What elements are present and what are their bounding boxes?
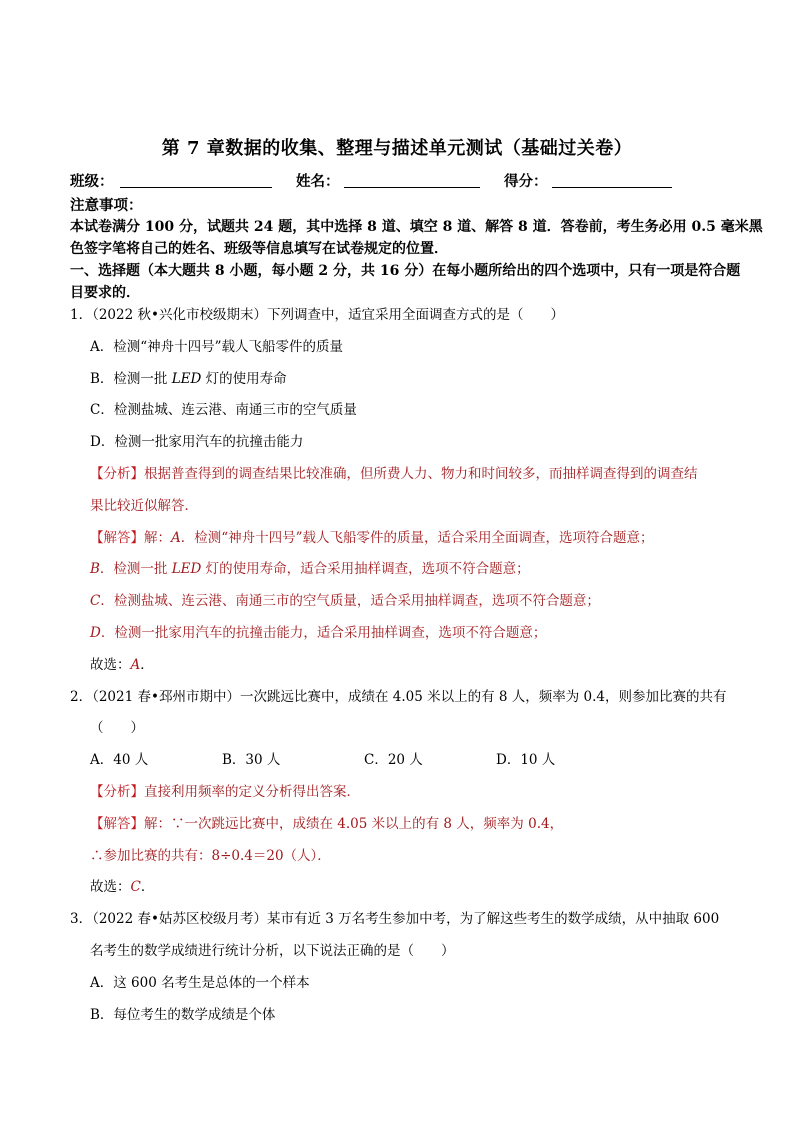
q2-analysis-tag: 【分析】 xyxy=(90,784,144,800)
q1-answer-3a: C xyxy=(90,593,101,609)
notice-line-1: 本试卷满分 100 分，试题共 24 题，其中选择 8 道、填空 8 道、解答 8 道．答卷前，考生务必用 0.5 毫米黑 xyxy=(70,219,763,235)
q1-option-b-led: LED xyxy=(171,371,202,387)
q2-option-b: B．30 人 xyxy=(222,752,281,768)
q2-answer-1b: ∵一次跳远比赛中，成绩在 4.05 米以上的有 8 人，频率为 0.4， xyxy=(171,816,564,832)
q3-stem-line-2: 名考生的数学成绩进行统计分析，以下说法正确的是（ ） xyxy=(90,943,455,959)
q1-analysis-text-1: 根据普查得到的调查结果比较准确，但所费人力、物力和时间较多，而抽样调查得到的调查结 xyxy=(144,466,698,482)
q2-final-choice xyxy=(90,875,154,895)
q1-answer-1a: 解： xyxy=(144,530,171,546)
class-blank[interactable] xyxy=(120,187,272,188)
q1-option-d: D．检测一批家用汽车的抗撞击能力 xyxy=(90,434,304,450)
q2-answer-tag: 【解答】 xyxy=(90,816,144,832)
q1-answer-tag: 【解答】 xyxy=(90,530,144,546)
q1-choice-letter: A xyxy=(130,657,141,673)
q1-answer-line-1 xyxy=(90,526,654,546)
notice-heading: 注意事项： xyxy=(70,197,143,214)
q2-answer-line-2: ∴参加比赛的共有：8÷0.4＝20（人）． xyxy=(90,848,331,864)
q1-final-choice xyxy=(90,653,154,673)
q1-answer-3b: ．检测盐城、连云港、南通三市的空气质量，适合采用抽样调查，选项不符合题意； xyxy=(100,593,600,609)
score-label: 得分： xyxy=(504,173,548,190)
section-heading-line-1: 一、选择题（本大题共 8 小题，每小题 2 分，共 16 分）在每小题所给出的四个选项中，只有一项是符合题 xyxy=(70,263,741,279)
q2-option-a: A．40 人 xyxy=(90,752,149,768)
notice-line-2: 色签字笔将自己的姓名、班级等信息填写在试卷规定的位置． xyxy=(70,241,448,257)
score-blank[interactable] xyxy=(552,187,672,188)
q1-analysis-line-2: 果比较近似解答． xyxy=(90,498,198,514)
q1-stem: 1．（2022 秋•兴化市校级期末）下列调查中，适宜采用全面调查方式的是（ ） xyxy=(70,307,564,323)
q1-answer-2a: B xyxy=(90,561,100,577)
q2-choice-label: 故选： xyxy=(90,879,131,895)
q1-answer-4b: ．检测一批家用汽车的抗撞击能力，适合采用抽样调查，选项不符合题意； xyxy=(100,625,547,641)
name-blank[interactable] xyxy=(344,187,480,188)
q1-answer-1b: A xyxy=(171,530,181,546)
q1-choice-end: ． xyxy=(140,657,154,673)
q2-analysis-line xyxy=(90,780,360,800)
q2-option-c: C．20 人 xyxy=(364,752,423,768)
q3-option-b: B．每位考生的数学成绩是个体 xyxy=(90,1007,276,1023)
q1-analysis-line-1 xyxy=(90,462,698,482)
q2-analysis-text: 直接利用频率的定义分析得出答案． xyxy=(144,784,360,800)
q1-answer-line-4 xyxy=(90,621,546,641)
q1-answer-4a: D xyxy=(90,625,101,641)
q1-answer-2b: ．检测一批 xyxy=(99,561,172,577)
q2-stem-line-2: （ ） xyxy=(90,720,144,736)
q1-option-c: C．检测盐城、连云港、南通三市的空气质量 xyxy=(90,402,357,418)
q2-answer-1a: 解： xyxy=(144,816,171,832)
q1-analysis-tag: 【分析】 xyxy=(90,466,144,482)
q1-option-b xyxy=(90,367,287,387)
q1-choice-label: 故选： xyxy=(90,657,131,673)
q3-stem-line-1: 3．（2022 春•姑苏区校级月考）某市有近 3 万名考生参加中考，为了解这些考生的数学成绩，从中抽取 600 xyxy=(70,911,720,927)
q1-option-b-pre: B．检测一批 xyxy=(90,371,172,387)
q2-stem-line-1: 2．（2021 春•邳州市期中）一次跳远比赛中，成绩在 4.05 米以上的有 8 人，频率为 0.4，则参加比赛的共有 xyxy=(70,689,727,705)
page-title: 第 7 章数据的收集、整理与描述单元测试（基础过关卷） xyxy=(161,138,633,159)
q2-choice-end: ． xyxy=(140,879,155,895)
q2-answer-line-1 xyxy=(90,812,563,832)
q2-choice-letter: C xyxy=(130,879,141,895)
q1-answer-2c: LED xyxy=(171,561,202,577)
q1-answer-1c: ．检测“神舟十四号”载人飞船零件的质量，适合采用全面调查，选项符合题意； xyxy=(180,530,654,546)
name-label: 姓名： xyxy=(296,173,340,190)
q1-option-b-post: 灯的使用寿命 xyxy=(201,371,287,387)
class-label: 班级： xyxy=(70,173,114,190)
q1-answer-line-2 xyxy=(90,557,530,577)
q2-option-d: D．10 人 xyxy=(496,752,556,768)
q1-option-a: A．检测“神舟十四号”载人飞船零件的质量 xyxy=(90,339,344,355)
q2-options-row xyxy=(90,748,690,768)
q1-answer-2d: 灯的使用寿命，适合采用抽样调查，选项不符合题意； xyxy=(201,561,530,577)
q1-answer-line-3 xyxy=(90,589,600,609)
section-heading-line-2: 目要求的． xyxy=(70,285,140,301)
q3-option-a: A．这 600 名考生是总体的一个样本 xyxy=(90,975,310,991)
